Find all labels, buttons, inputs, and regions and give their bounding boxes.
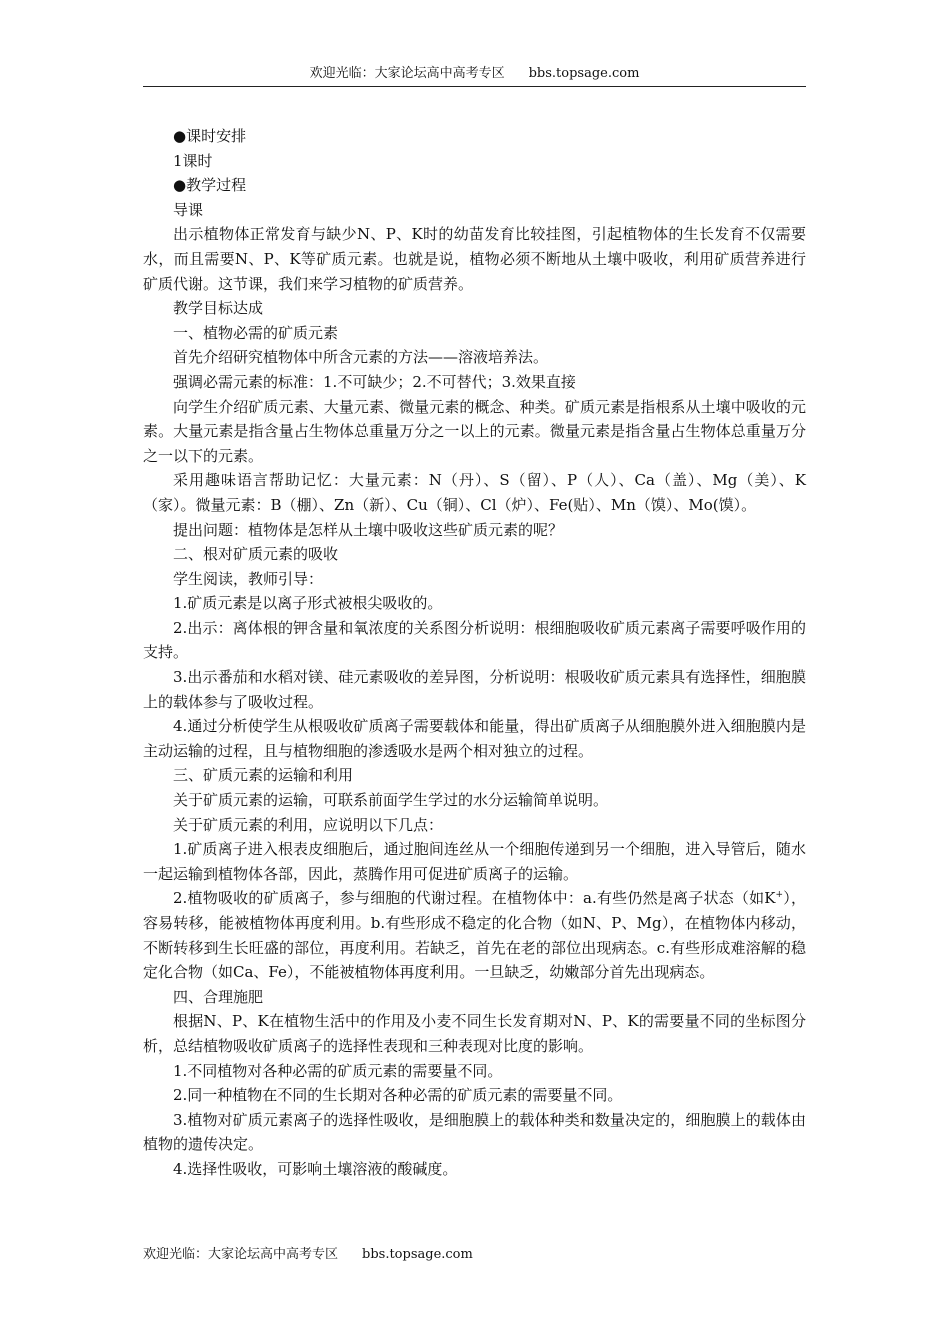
paragraph: 1课时 — [173, 151, 213, 170]
paragraph: 4.通过分析使学生从根吸收矿质离子需要载体和能量，得出矿质离子从细胞膜外进入细胞膜内是主动运输的过程，且与植物细胞的渗透吸水是两个相对独立的过程。 — [143, 717, 806, 760]
paragraph-mixed — [143, 886, 806, 984]
paragraph-text: ），容易转移，能被植物体再度利用。b.有些形成不稳定的化合物（如N、P、Mg），在植物体内移动，不断转移到生长旺盛的部位，再度利用。若缺乏，首先在老的部位出现病态。c.有些形成难溶解的稳定化合物（如Ca、Fe），不能被植物体再度利用。一旦缺乏，幼嫩部分首先出现病态。 — [143, 889, 806, 982]
paragraph: ●教学过程 — [173, 176, 247, 195]
page-header — [143, 62, 806, 87]
paragraph: 一、植物必需的矿质元素 — [173, 323, 339, 342]
paragraph: 首先介绍研究植物体中所含元素的方法——溶液培养法。 — [173, 348, 549, 367]
paragraph: 关于矿质元素的运输，可联系前面学生学过的水分运输简单说明。 — [173, 791, 609, 810]
paragraph: 教学目标达成 — [173, 299, 264, 318]
superscript: + — [775, 890, 784, 901]
paragraph: 3.植物对矿质元素离子的选择性吸收，是细胞膜上的载体种类和数量决定的，细胞膜上的载体由植物的遗传决定。 — [143, 1110, 806, 1154]
header-site-text: 欢迎光临：大家论坛高中高考专区 — [309, 66, 505, 81]
paragraph: 1.矿质离子进入根表皮细胞后，通过胞间连丝从一个细胞传递到另一个细胞，进入导管后，随水一起运输到植物体各部，因此，蒸腾作用可促进矿质离子的运输。 — [143, 840, 806, 883]
paragraph: 学生阅读，教师引导： — [173, 569, 324, 588]
paragraph: 导课 — [173, 200, 204, 219]
paragraph: 关于矿质元素的利用，应说明以下几点： — [173, 815, 444, 834]
paragraph: 1.矿质元素是以离子形式被根尖吸收的。 — [173, 594, 443, 613]
paragraph: 四、合理施肥 — [173, 987, 264, 1006]
paragraph: 3.出示番茄和水稻对镁、硅元素吸收的差异图，分析说明：根吸收矿质元素具有选择性，细胞膜上的载体参与了吸收过程。 — [143, 668, 806, 711]
paragraph: 强调必需元素的标准：1.不可缺少；2.不可替代；3.效果直接 — [173, 372, 576, 391]
footer-site-text: 欢迎光临：大家论坛高中高考专区 — [143, 1247, 339, 1262]
paragraph: 提出问题：植物体是怎样从土壤中吸收这些矿质元素的呢？ — [173, 520, 564, 539]
paragraph: 向学生介绍矿质元素、大量元素、微量元素的概念、种类。矿质元素是指根系从土壤中吸收的元素。大量元素是指含量占生物体总重量万分之一以上的元素。微量元素是指含量占生物体总重量万分之一以下的元素。 — [143, 397, 806, 465]
paragraph: 三、矿质元素的运输和利用 — [173, 766, 354, 785]
header-url-link[interactable]: bbs.topsage.com — [528, 66, 640, 81]
document-body — [143, 124, 806, 1182]
paragraph: 2.出示：离体根的钾含量和氧浓度的关系图分析说明：根细胞吸收矿质元素离子需要呼吸作用的支持。 — [143, 618, 806, 662]
paragraph-text: 2.植物吸收的矿质离子，参与细胞的代谢过程。在植物体中：a.有些仍然是离子状态（如K — [173, 889, 776, 908]
paragraph: 二、根对矿质元素的吸收 — [173, 545, 339, 564]
paragraph: 出示植物体正常发育与缺少N、P、K时的幼苗发育比较挂图，引起植物体的生长发育不仅需要水，而且需要N、P、K等矿质元素。也就是说，植物必须不断地从土壤中吸收，利用矿质营养进行矿质代谢。这节课，我们来学习植物的矿质营养。 — [143, 225, 806, 293]
footer-url-link[interactable]: bbs.topsage.com — [362, 1247, 473, 1262]
paragraph: 4.选择性吸收，可影响土壤溶液的酸碱度。 — [173, 1159, 458, 1178]
paragraph: 采用趣味语言帮助记忆：大量元素：N（丹）、S（留）、P（人）、Ca（盖）、Mg（美）、K（家）。微量元素：B（棚）、Zn（新）、Cu（铜）、Cl（炉）、Fe(贴）、Mn（馍）、Mo(馍）。 — [143, 471, 806, 514]
paragraph: 1.不同植物对各种必需的矿质元素的需要量不同。 — [173, 1061, 503, 1080]
paragraph: 2.同一种植物在不同的生长期对各种必需的矿质元素的需要量不同。 — [173, 1086, 623, 1105]
paragraph: 根据N、P、K在植物生活中的作用及小麦不同生长发育期对N、P、K的需要量不同的坐标图分析，总结植物吸收矿质离子的选择性表现和三种表现对比度的影响。 — [143, 1012, 806, 1055]
paragraph: ●课时安排 — [173, 127, 247, 145]
page-footer — [143, 1245, 473, 1265]
